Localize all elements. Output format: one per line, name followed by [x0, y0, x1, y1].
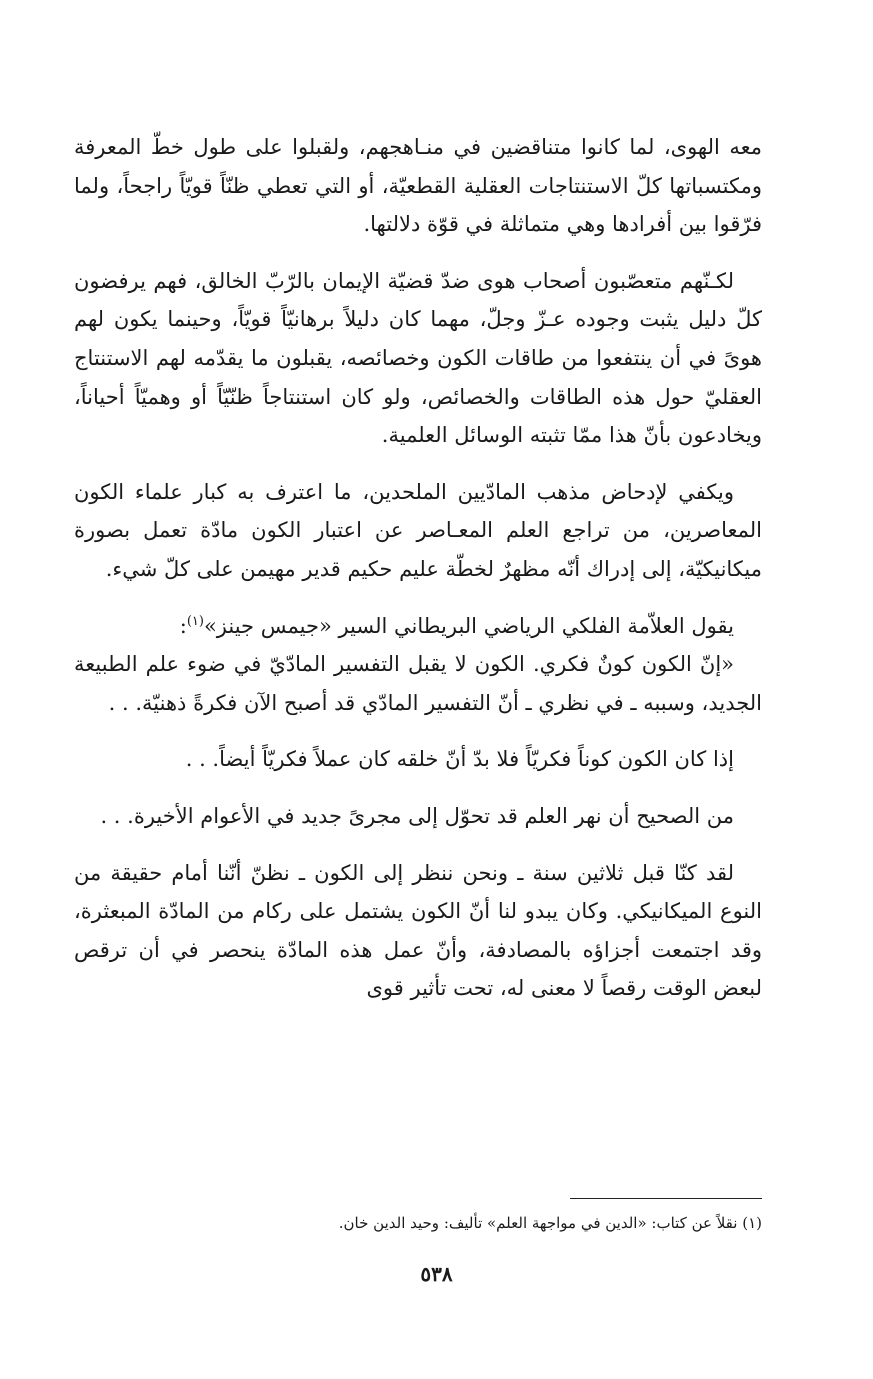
page-body [74, 128, 762, 1026]
quote-paragraph-2: إذا كان الكون كوناً فكريّاً فلا بدّ أنّ خلقه كان عملاً فكريّاً أيضاً. . . [185, 747, 734, 772]
footnote: (١) نقلاً عن كتاب: «الدين في مواجهة العلم» تأليف: وحيد الدين خان. [338, 1214, 762, 1232]
paragraph-2: لكـنّهم متعصّبون أصحاب هوى ضدّ قضيّة الإيمان بالرّبّ الخالق، فهم يرفضون كلّ دليل يثبت وجوده عـزّ وجلّ، مهما كان دليلاً برهانيّاً قويّاً، وحينما يكون لهم هوىً في أن ينتفعوا من طاقات الكون وخصائصه، يقبلون ما يقدّمه لهم الاستنتاج العقليّ حول هذه الطاقات والخصائص، ولو كان استنتاجاً ظنّيّاً أو وهميّاً أحياناً، ويخادعون بأنّ هذا ممّا تثبته الوسائل العلمية. [74, 268, 762, 448]
footnote-reference-mark: (١) [186, 613, 204, 629]
footnote-divider [570, 1198, 762, 1199]
paragraph-1: معه الهوى، لما كانوا متناقضين في منـاهجهم، ولقبلوا على طول خطّ المعرفة ومكتسباتها كلّ الاستنتاجات العقلية القطعيّة، أو التي تعطي ظنّاً قويّاً راجحاً، ولما فرّقوا بين أفرادها وهي متماثلة في قوّة دلالتها. [74, 135, 762, 237]
quote-intro [74, 607, 762, 646]
quote-paragraph-3: من الصحيح أن نهر العلم قد تحوّل إلى مجرىً جديد في الأعوام الأخيرة. . . [100, 803, 734, 828]
quote-paragraph-4: لقد كنّا قبل ثلاثين سنة ـ ونحن ننظر إلى الكون ـ نظنّ أنّنا أمام حقيقة من النوع الميكانيكي. وكان يبدو لنا أنّ الكون يشتمل على ركام من المادّة المبعثرة، وقد اجتمعت أجزاؤه بالمصادفة، وأنّ عمل هذه المادّة ينحصر في أن ترقص لبعض الوقت رقصاً لا معنى له، تحت تأثير قوى [74, 860, 762, 1001]
page-number: ٥٣٨ [420, 1262, 453, 1286]
quote-intro-colon: : [179, 613, 187, 638]
quote-intro-text: يقول العلاّمة الفلكي الرياضي البريطاني السير «جيمس جينز» [203, 613, 734, 638]
paragraph-3: ويكفي لإدحاض مذهب المادّيين الملحدين، ما اعترف به كبار علماء الكون المعاصرين، من تراجع العلم المعـاصر عن اعتبار الكون مادّة تعمل بصورة ميكانيكيّة، إلى إدراك أنّه مظهرٌ لخطّة عليم حكيم قدير مهيمن على كلّ شيء. [74, 479, 762, 581]
quote-paragraph-1: «إنّ الكون كونٌ فكري. الكون لا يقبل التفسير المادّيّ في ضوء علم الطبيعة الجديد، وسببه ـ في نظري ـ أنّ التفسير المادّي قد أصبح الآن فكرةً ذهنيّة. . . [74, 652, 762, 715]
